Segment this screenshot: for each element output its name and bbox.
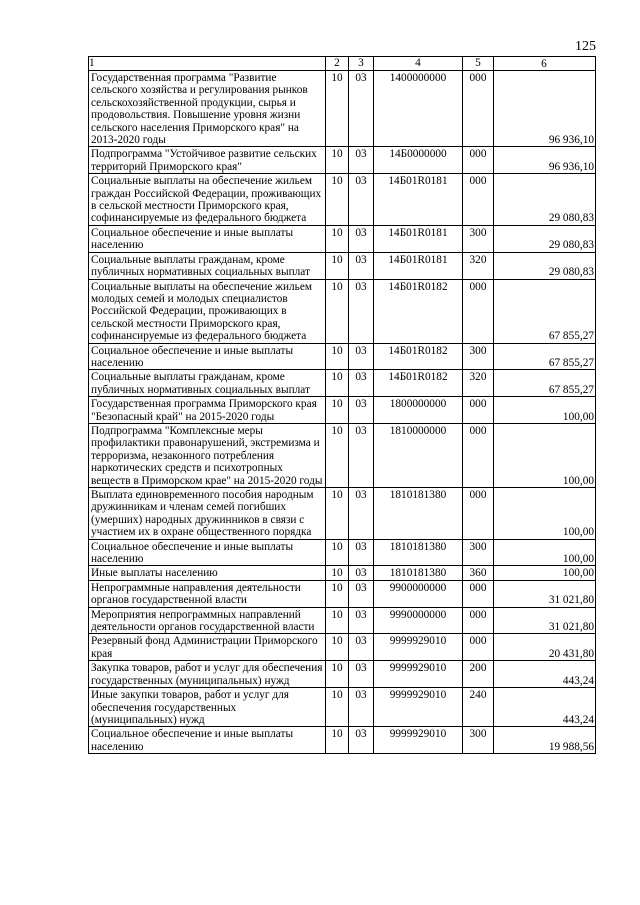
row-name-cell: Социальное обеспечение и иные выплаты населению [89, 539, 326, 566]
row-name-cell: Государственная программа Приморского края "Безопасный край" на 2015-2020 годы [89, 397, 326, 424]
row-name-cell: Государственная программа "Развитие сельского хозяйства и регулирования рынков сельскохозяйственной продукции, сырья и продовольствия. Повышение уровня жизни сельского населения Приморского края" на 2013-2020 годы [89, 71, 326, 147]
table-row [89, 727, 596, 754]
row-section-cell: 10 [326, 423, 349, 487]
row-target-item-cell: 9900000000 [374, 580, 463, 607]
row-expense-type-cell: 000 [463, 634, 494, 661]
table-header-row [89, 57, 596, 71]
row-section-cell: 10 [326, 279, 349, 343]
row-section-cell: 10 [326, 634, 349, 661]
row-section-cell: 10 [326, 225, 349, 252]
row-expense-type-cell: 360 [463, 566, 494, 580]
row-expense-type-cell: 000 [463, 279, 494, 343]
row-section-cell: 10 [326, 688, 349, 727]
row-amount-cell: 31 021,80 [494, 607, 596, 634]
row-target-item-cell: 14Б01R0182 [374, 370, 463, 397]
row-target-item-cell: 14Б01R0181 [374, 174, 463, 226]
row-section-cell: 10 [326, 661, 349, 688]
row-subsection-cell: 03 [349, 423, 374, 487]
row-expense-type-cell: 320 [463, 370, 494, 397]
row-amount-cell: 96 936,10 [494, 147, 596, 174]
row-amount-cell: 96 936,10 [494, 71, 596, 147]
row-subsection-cell: 03 [349, 634, 374, 661]
header-col-6: 6 [494, 57, 596, 71]
row-amount-cell: 67 855,27 [494, 343, 596, 370]
row-subsection-cell: 03 [349, 727, 374, 754]
row-name-cell: Непрограммные направления деятельности органов государственной власти [89, 580, 326, 607]
row-amount-cell: 100,00 [494, 566, 596, 580]
row-target-item-cell: 14Б01R0182 [374, 279, 463, 343]
table-row [89, 147, 596, 174]
row-target-item-cell: 9990000000 [374, 607, 463, 634]
row-target-item-cell: 1810181380 [374, 539, 463, 566]
row-name-cell: Подпрограмма "Комплексные меры профилактики правонарушений, экстремизма и терроризма, незаконного потребления наркотических средств и психотропных веществ в Приморском крае" на 2015-2020 годы [89, 423, 326, 487]
row-expense-type-cell: 000 [463, 174, 494, 226]
table-row [89, 370, 596, 397]
row-name-cell: Подпрограмма "Устойчивое развитие сельских территорий Приморского края" [89, 147, 326, 174]
row-amount-cell: 443,24 [494, 661, 596, 688]
row-name-cell: Социальные выплаты гражданам, кроме публичных нормативных социальных выплат [89, 370, 326, 397]
header-col-5: 5 [463, 57, 494, 71]
row-name-cell: Социальные выплаты гражданам, кроме публичных нормативных социальных выплат [89, 252, 326, 279]
row-amount-cell: 100,00 [494, 539, 596, 566]
row-amount-cell: 100,00 [494, 423, 596, 487]
row-target-item-cell: 1810000000 [374, 423, 463, 487]
row-expense-type-cell: 300 [463, 727, 494, 754]
header-col-4: 4 [374, 57, 463, 71]
row-subsection-cell: 03 [349, 688, 374, 727]
row-amount-cell: 67 855,27 [494, 279, 596, 343]
row-section-cell: 10 [326, 71, 349, 147]
row-target-item-cell: 1800000000 [374, 397, 463, 424]
row-section-cell: 10 [326, 397, 349, 424]
row-section-cell: 10 [326, 370, 349, 397]
row-name-cell: Социальное обеспечение и иные выплаты населению [89, 225, 326, 252]
row-section-cell: 10 [326, 727, 349, 754]
row-amount-cell: 67 855,27 [494, 370, 596, 397]
header-col-1: 1 [89, 57, 326, 71]
table-row [89, 397, 596, 424]
table-row [89, 279, 596, 343]
row-target-item-cell: 9999929010 [374, 661, 463, 688]
row-expense-type-cell: 000 [463, 397, 494, 424]
row-expense-type-cell: 300 [463, 225, 494, 252]
row-target-item-cell: 1810181380 [374, 566, 463, 580]
table-row [89, 566, 596, 580]
row-section-cell: 10 [326, 539, 349, 566]
header-col-2: 2 [326, 57, 349, 71]
row-expense-type-cell: 000 [463, 423, 494, 487]
table-row [89, 343, 596, 370]
row-subsection-cell: 03 [349, 71, 374, 147]
table-row [89, 225, 596, 252]
row-subsection-cell: 03 [349, 397, 374, 424]
row-subsection-cell: 03 [349, 174, 374, 226]
row-section-cell: 10 [326, 343, 349, 370]
table-row [89, 634, 596, 661]
row-expense-type-cell: 000 [463, 580, 494, 607]
row-amount-cell: 31 021,80 [494, 580, 596, 607]
table-row [89, 539, 596, 566]
row-name-cell: Социальные выплаты на обеспечение жильем граждан Российской Федерации, проживающих в сельской местности Приморского края, софинансируемые из федерального бюджета [89, 174, 326, 226]
row-name-cell: Иные закупки товаров, работ и услуг для обеспечения государственных (муниципальных) нужд [89, 688, 326, 727]
row-expense-type-cell: 300 [463, 539, 494, 566]
table-row [89, 661, 596, 688]
row-subsection-cell: 03 [349, 661, 374, 688]
row-name-cell: Выплата единовременного пособия народным дружинникам и членам семей погибших (умерших) народных дружинников в связи с участием их в охране общественного порядка [89, 488, 326, 540]
table-row [89, 252, 596, 279]
table-row [89, 71, 596, 147]
row-target-item-cell: 9999929010 [374, 688, 463, 727]
row-amount-cell: 19 988,56 [494, 727, 596, 754]
row-expense-type-cell: 200 [463, 661, 494, 688]
row-name-cell: Иные выплаты населению [89, 566, 326, 580]
row-amount-cell: 100,00 [494, 397, 596, 424]
row-name-cell: Мероприятия непрограммных направлений деятельности органов государственной власти [89, 607, 326, 634]
row-amount-cell: 20 431,80 [494, 634, 596, 661]
row-expense-type-cell: 000 [463, 147, 494, 174]
row-section-cell: 10 [326, 174, 349, 226]
row-subsection-cell: 03 [349, 147, 374, 174]
row-name-cell: Социальные выплаты на обеспечение жильем молодых семей и молодых специалистов Российской Федерации, проживающих в сельской местности Приморского края, софинансируемые из федерального бюджета [89, 279, 326, 343]
table-row [89, 688, 596, 727]
row-expense-type-cell: 000 [463, 607, 494, 634]
row-subsection-cell: 03 [349, 488, 374, 540]
row-amount-cell: 443,24 [494, 688, 596, 727]
row-expense-type-cell: 320 [463, 252, 494, 279]
row-subsection-cell: 03 [349, 566, 374, 580]
row-section-cell: 10 [326, 252, 349, 279]
row-target-item-cell: 14Б01R0181 [374, 252, 463, 279]
table-row [89, 607, 596, 634]
row-name-cell: Социальное обеспечение и иные выплаты населению [89, 727, 326, 754]
row-target-item-cell: 14Б0000000 [374, 147, 463, 174]
row-amount-cell: 29 080,83 [494, 225, 596, 252]
row-name-cell: Резервный фонд Администрации Приморского края [89, 634, 326, 661]
row-section-cell: 10 [326, 566, 349, 580]
header-col-3: 3 [349, 57, 374, 71]
page-number: 125 [575, 39, 596, 54]
row-amount-cell: 29 080,83 [494, 252, 596, 279]
row-target-item-cell: 14Б01R0181 [374, 225, 463, 252]
row-subsection-cell: 03 [349, 225, 374, 252]
row-expense-type-cell: 000 [463, 71, 494, 147]
row-section-cell: 10 [326, 147, 349, 174]
table-row [89, 488, 596, 540]
row-target-item-cell: 9999929010 [374, 727, 463, 754]
table-row [89, 423, 596, 487]
row-subsection-cell: 03 [349, 607, 374, 634]
row-section-cell: 10 [326, 488, 349, 540]
row-amount-cell: 100,00 [494, 488, 596, 540]
row-expense-type-cell: 300 [463, 343, 494, 370]
row-subsection-cell: 03 [349, 252, 374, 279]
table-row [89, 580, 596, 607]
row-subsection-cell: 03 [349, 539, 374, 566]
budget-table [88, 56, 596, 754]
row-name-cell: Закупка товаров, работ и услуг для обеспечения государственных (муниципальных) нужд [89, 661, 326, 688]
row-subsection-cell: 03 [349, 343, 374, 370]
row-subsection-cell: 03 [349, 580, 374, 607]
table-row [89, 174, 596, 226]
row-target-item-cell: 9999929010 [374, 634, 463, 661]
row-section-cell: 10 [326, 607, 349, 634]
row-expense-type-cell: 000 [463, 488, 494, 540]
row-name-cell: Социальное обеспечение и иные выплаты населению [89, 343, 326, 370]
row-amount-cell: 29 080,83 [494, 174, 596, 226]
row-target-item-cell: 14Б01R0182 [374, 343, 463, 370]
row-expense-type-cell: 240 [463, 688, 494, 727]
row-target-item-cell: 1810181380 [374, 488, 463, 540]
row-subsection-cell: 03 [349, 279, 374, 343]
row-subsection-cell: 03 [349, 370, 374, 397]
row-section-cell: 10 [326, 580, 349, 607]
row-target-item-cell: 1400000000 [374, 71, 463, 147]
